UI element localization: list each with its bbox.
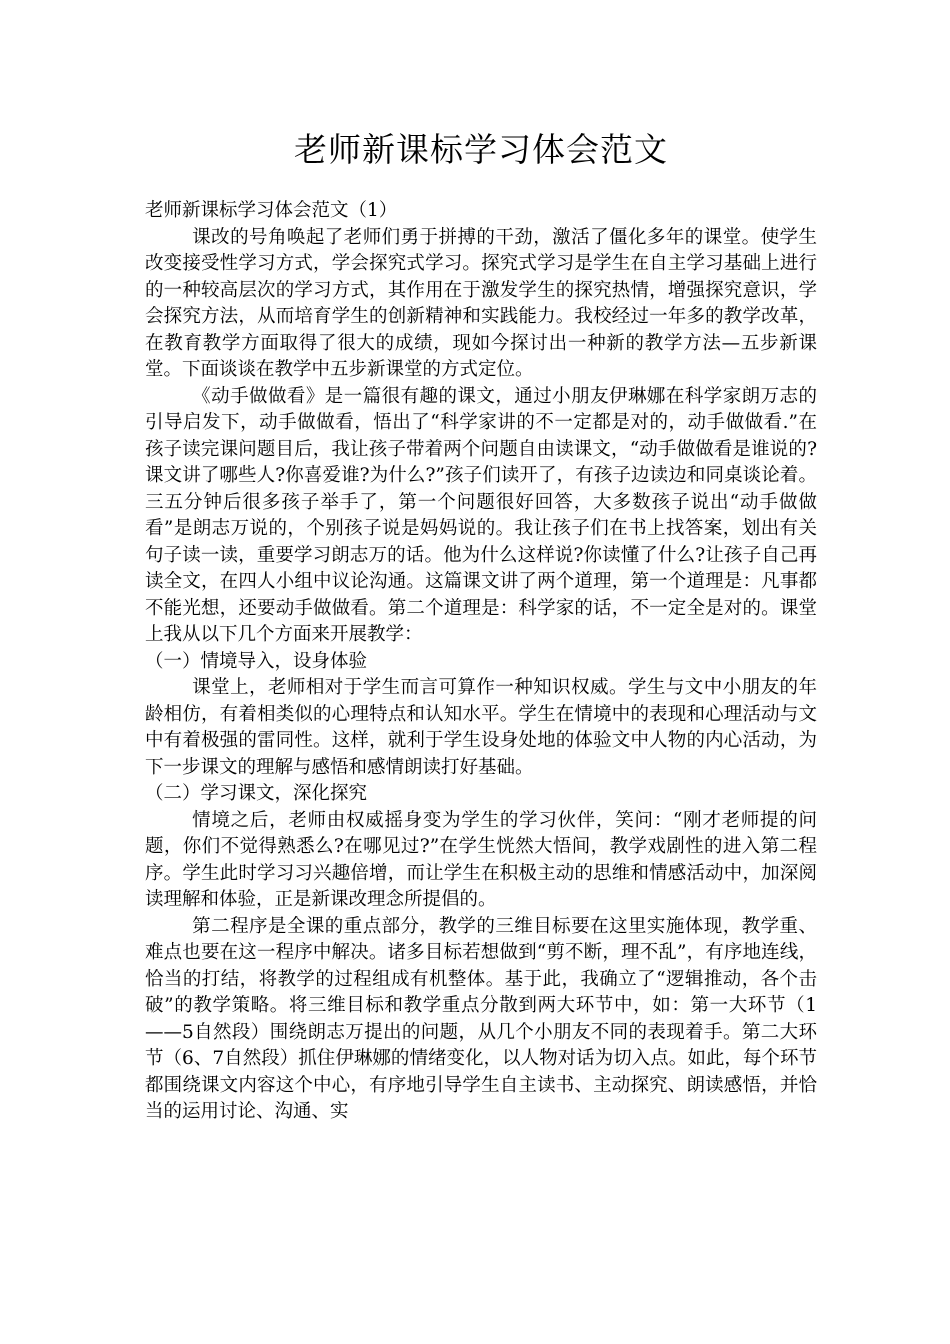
section-heading-2: （二）学习课文，深化探究 bbox=[145, 783, 368, 804]
paragraph-second-program: 第二程序是全课的重点部分，教学的三维目标要在这里实施体现，教学重、难点也要在这一程序中解决。诸多目标若想做到“剪不断，理不乱”，有序地连线，恰当的打结，将教学的过程组成有机整体。基于此，我确立了“逻辑推动，各个击破”的教学策略。将三维目标和教学重点分散到两大环节中，如：第一大环节（1——5自然段）围绕朗志万提出的问题，从几个小朋友不同的表现着手。第二大环节（6、7自然段）抓住伊琳娜的情绪变化，以人物对话为切入点。如此，每个环节都围绕课文内容这个中心，有序地引导学生自主读书、主动探究、朗读感悟，并恰当的运用讨论、沟通、实 bbox=[145, 915, 817, 1122]
document-subtitle: 老师新课标学习体会范文（1） bbox=[145, 200, 398, 221]
document-body bbox=[145, 198, 817, 1126]
document-page bbox=[145, 0, 817, 1344]
document-title: 老师新课标学习体会范文 bbox=[294, 130, 668, 169]
section-heading-1: （一）情境导入，设身体验 bbox=[145, 650, 368, 672]
paragraph-section-2: 情境之后，老师由权威摇身变为学生的学习伙伴，笑问：“刚才老师提的问题，你们不觉得熟悉么?在哪见过?”在学生恍然大悟间，教学戏剧性的进入第二程序。学生此时学习习兴趣倍增，而让学生在积极主动的思维和情感活动中，加深阅读理解和体验，正是新课改理念所提倡的。 bbox=[145, 809, 817, 910]
paragraph-lesson-summary: 《动手做做看》是一篇很有趣的课文，通过小朋友伊琳娜在科学家朗万志的引导启发下，动手做做看，悟出了“科学家讲的不一定都是对的，动手做做看.”在孩子读完课问题目后，我让孩子带着两个问题自由读课文，“动手做做看是谁说的?课文讲了哪些人?你喜爱谁?为什么?”孩子们读开了，有孩子边读边和同桌谈论着。三五分钟后很多孩子举手了，第一个问题很好回答，大多数孩子说出“动手做做看”是朗志万说的，个别孩子说是妈妈说的。我让孩子们在书上找答案，划出有关句子读一读，重要学习朗志万的话。他为什么这样说?你读懂了什么?让孩子自己再读全文，在四人小组中议论沟通。这篇课文讲了两个道理，第一个道理是：凡事都不能光想，还要动手做做看。第二个道理是：科学家的话，不一定全是对的。课堂上我从以下几个方面来开展教学： bbox=[145, 385, 817, 645]
paragraph-section-1: 课堂上，老师相对于学生而言可算作一种知识权威。学生与文中小朋友的年龄相仿，有着相类似的心理特点和认知水平。学生在情境中的表现和心理活动与文中有着极强的雷同性。这样，就利于学生设身处地的体验文中人物的内心活动，为下一步课文的理解与感悟和感情朗读打好基础。 bbox=[145, 677, 817, 778]
paragraph-intro: 课改的号角唤起了老师们勇于拼搏的干劲，激活了僵化多年的课堂。使学生改变接受性学习方式，学会探究式学习。探究式学习是学生在自主学习基础上进行的一种较高层次的学习方式，其作用在于激发学生的探究热情，增强探究意识，学会探究方法，从而培育学生的创新精神和实践能力。我校经过一年多的教学改革，在教育教学方面取得了很大的成绩，现如今探讨出一种新的教学方法—五步新课堂。下面谈谈在教学中五步新课堂的方式定位。 bbox=[145, 226, 817, 380]
